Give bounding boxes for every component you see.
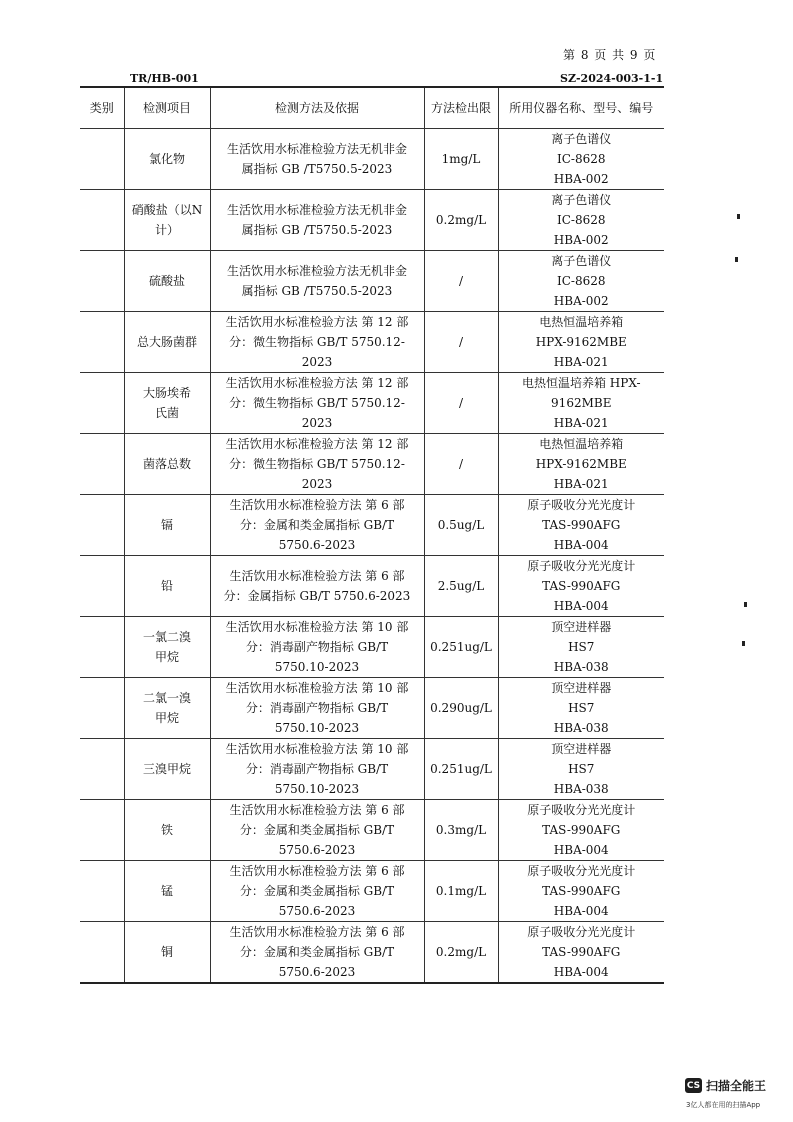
table-row xyxy=(80,129,664,190)
table-row xyxy=(80,861,664,922)
cell-item xyxy=(124,190,210,251)
test-methods-table xyxy=(80,86,664,984)
cell-item xyxy=(124,922,210,984)
cell-instrument-line: HBA-004 xyxy=(553,965,609,979)
cell-instrument-line: HBA-004 xyxy=(553,538,609,552)
cell-instrument xyxy=(498,312,664,373)
cell-instrument-line: HBA-004 xyxy=(553,843,609,857)
cell-method-line: 属指标 GB /T5750.5-2023 xyxy=(241,223,393,237)
cell-method-line: 生活饮用水标准检验方法 第 10 部 xyxy=(225,742,409,756)
cell-limit: 0.5ug/L xyxy=(424,495,498,556)
cell-category xyxy=(80,922,124,984)
cell-method-line: 属指标 GB /T5750.5-2023 xyxy=(241,284,393,298)
cell-instrument-line: HPX-9162MBE xyxy=(535,335,627,349)
cell-limit: 0.3mg/L xyxy=(424,800,498,861)
cell-method-line: 属指标 GB /T5750.5-2023 xyxy=(241,162,393,176)
cell-item-line: 三溴甲烷 xyxy=(142,762,191,776)
table-row xyxy=(80,678,664,739)
cell-instrument-line: 离子色谱仪 xyxy=(551,254,612,268)
cell-category xyxy=(80,495,124,556)
cell-item-line: 铅 xyxy=(160,579,173,593)
page-number: 第 8 页 共 9 页 xyxy=(563,48,657,62)
cell-method xyxy=(210,556,424,617)
cell-method-line: 分：消毒副产物指标 GB/T xyxy=(245,701,389,715)
cell-instrument-line: HBA-038 xyxy=(553,721,609,735)
cell-instrument-line: HBA-038 xyxy=(553,660,609,674)
cell-method xyxy=(210,251,424,312)
table-row xyxy=(80,434,664,495)
cell-instrument-line: HBA-002 xyxy=(553,233,609,247)
cell-item xyxy=(124,129,210,190)
cell-instrument xyxy=(498,434,664,495)
cell-instrument xyxy=(498,251,664,312)
cell-instrument-line: HS7 xyxy=(568,640,595,654)
cell-limit: / xyxy=(424,312,498,373)
cell-method xyxy=(210,373,424,434)
cell-method-line: 生活饮用水标准检验方法 第 12 部 xyxy=(225,315,409,329)
cell-instrument-line: 电热恒温培养箱 HPX-9162MBE xyxy=(521,376,641,410)
cell-item-line: 甲烷 xyxy=(154,650,179,664)
cell-instrument-line: HBA-021 xyxy=(553,477,609,491)
cell-category xyxy=(80,129,124,190)
cell-instrument xyxy=(498,373,664,434)
cell-limit: 0.251ug/L xyxy=(424,617,498,678)
table-row xyxy=(80,495,664,556)
cell-instrument-line: 顶空进样器 xyxy=(551,620,612,634)
cell-item xyxy=(124,556,210,617)
cell-item-line: 二氯一溴 xyxy=(142,691,191,705)
cell-method-line: 生活饮用水标准检验方法 第 6 部 xyxy=(229,925,405,939)
cell-method-line: 分：消毒副产物指标 GB/T xyxy=(245,762,389,776)
cell-item-line: 计） xyxy=(154,223,179,237)
cell-method-line: 生活饮用水标准检验方法无机非金 xyxy=(226,264,407,278)
cell-instrument xyxy=(498,617,664,678)
cell-item xyxy=(124,312,210,373)
cell-instrument-line: IC-8628 xyxy=(556,274,606,288)
table-row xyxy=(80,556,664,617)
cell-category xyxy=(80,617,124,678)
cell-limit: 0.251ug/L xyxy=(424,739,498,800)
table-header-row xyxy=(80,87,664,129)
cell-instrument-line: TAS-990AFG xyxy=(542,823,621,837)
cell-instrument xyxy=(498,739,664,800)
cell-limit: / xyxy=(424,434,498,495)
cell-method-line: 生活饮用水标准检验方法无机非金 xyxy=(226,142,407,156)
cell-instrument-line: 原子吸收分光光度计 xyxy=(527,925,636,939)
cell-method xyxy=(210,861,424,922)
header-item: 检测项目 xyxy=(124,87,210,129)
cell-category xyxy=(80,678,124,739)
cell-instrument xyxy=(498,495,664,556)
cell-category xyxy=(80,373,124,434)
cell-method-line: 5750.6-2023 xyxy=(278,843,356,857)
cell-instrument-line: 原子吸收分光光度计 xyxy=(527,498,636,512)
table-row xyxy=(80,312,664,373)
cell-item-line: 铜 xyxy=(160,945,173,959)
cell-instrument-line: HBA-021 xyxy=(553,355,609,369)
cell-method xyxy=(210,800,424,861)
cell-method-line: 分：金属和类金属指标 GB/T xyxy=(239,518,395,532)
cell-method-line: 生活饮用水标准检验方法 第 6 部 xyxy=(229,569,405,583)
cell-item-line: 氏菌 xyxy=(154,406,179,420)
cell-method-line: 生活饮用水标准检验方法 第 6 部 xyxy=(229,803,405,817)
cell-method-line: 5750.10-2023 xyxy=(274,782,360,796)
scan-speck xyxy=(744,602,747,607)
cell-instrument xyxy=(498,922,664,984)
cell-item-line: 锰 xyxy=(160,884,173,898)
cell-instrument-line: 原子吸收分光光度计 xyxy=(527,864,636,878)
cell-method-line: 生活饮用水标准检验方法 第 10 部 xyxy=(225,620,409,634)
cs-logo-icon: CS xyxy=(685,1078,702,1093)
cell-method-line: 分：金属指标 GB/T 5750.6-2023 xyxy=(223,589,411,603)
table-row xyxy=(80,373,664,434)
header-category: 类别 xyxy=(80,87,124,129)
cell-method-line: 5750.6-2023 xyxy=(278,904,356,918)
report-code: SZ-2024-003-1-1 xyxy=(560,72,664,85)
cell-item xyxy=(124,251,210,312)
cell-instrument-line: TAS-990AFG xyxy=(542,945,621,959)
cell-instrument xyxy=(498,190,664,251)
cell-method-line: 分：微生物指标 GB/T 5750.12-2023 xyxy=(229,335,405,369)
cell-method-line: 5750.10-2023 xyxy=(274,721,360,735)
cell-item-line: 大肠埃希 xyxy=(142,386,191,400)
cell-category xyxy=(80,861,124,922)
cell-method-line: 生活饮用水标准检验方法 第 10 部 xyxy=(225,681,409,695)
cell-method xyxy=(210,190,424,251)
cell-category xyxy=(80,556,124,617)
header-instrument: 所用仪器名称、型号、编号 xyxy=(498,87,664,129)
cell-instrument-line: HBA-002 xyxy=(553,294,609,308)
table-row xyxy=(80,251,664,312)
cell-item-line: 铁 xyxy=(160,823,173,837)
cell-instrument-line: 顶空进样器 xyxy=(551,681,612,695)
cell-item-line: 氯化物 xyxy=(148,152,185,166)
cell-instrument-line: HBA-002 xyxy=(553,172,609,186)
cell-item xyxy=(124,739,210,800)
cell-instrument-line: HPX-9162MBE xyxy=(535,457,627,471)
cell-limit: 0.290ug/L xyxy=(424,678,498,739)
cell-category xyxy=(80,251,124,312)
cell-instrument-line: HS7 xyxy=(568,762,595,776)
table-row xyxy=(80,190,664,251)
cell-instrument-line: HBA-021 xyxy=(553,416,609,430)
cell-limit: 2.5ug/L xyxy=(424,556,498,617)
table-row xyxy=(80,739,664,800)
cell-method xyxy=(210,739,424,800)
cell-method xyxy=(210,495,424,556)
cell-method-line: 生活饮用水标准检验方法 第 6 部 xyxy=(229,864,405,878)
cell-limit: 0.2mg/L xyxy=(424,190,498,251)
cell-instrument-line: 原子吸收分光光度计 xyxy=(527,803,636,817)
table-body xyxy=(80,129,664,984)
cell-method-line: 生活饮用水标准检验方法 第 12 部 xyxy=(225,437,409,451)
cell-instrument-line: 电热恒温培养箱 xyxy=(539,437,624,451)
cell-item-line: 菌落总数 xyxy=(142,457,191,471)
cell-method-line: 分：金属和类金属指标 GB/T xyxy=(239,884,395,898)
cell-item xyxy=(124,495,210,556)
cell-method-line: 分：微生物指标 GB/T 5750.12-2023 xyxy=(229,396,405,430)
table-row xyxy=(80,922,664,984)
cell-category xyxy=(80,800,124,861)
cell-method xyxy=(210,617,424,678)
cell-item xyxy=(124,861,210,922)
cell-method xyxy=(210,922,424,984)
table-row xyxy=(80,800,664,861)
cell-item-line: 一氯二溴 xyxy=(142,630,191,644)
header-limit: 方法检出限 xyxy=(424,87,498,129)
cell-instrument-line: 顶空进样器 xyxy=(551,742,612,756)
cell-instrument-line: 离子色谱仪 xyxy=(551,132,612,146)
cell-method-line: 生活饮用水标准检验方法无机非金 xyxy=(226,203,407,217)
table-row xyxy=(80,617,664,678)
cell-category xyxy=(80,434,124,495)
cell-item-line: 硝酸盐（以N xyxy=(131,203,203,217)
cell-method-line: 分：微生物指标 GB/T 5750.12-2023 xyxy=(229,457,405,491)
cell-limit: 0.2mg/L xyxy=(424,922,498,984)
cell-method-line: 分：金属和类金属指标 GB/T xyxy=(239,823,395,837)
cell-limit: 1mg/L xyxy=(424,129,498,190)
scanner-app-name: 扫描全能王 xyxy=(706,1079,767,1093)
scan-speck xyxy=(735,257,738,262)
cell-instrument-line: 原子吸收分光光度计 xyxy=(527,559,636,573)
cell-limit: / xyxy=(424,251,498,312)
document-code: TR/HB-001 xyxy=(130,72,199,85)
cell-instrument xyxy=(498,129,664,190)
cell-method-line: 生活饮用水标准检验方法 第 12 部 xyxy=(225,376,409,390)
cell-instrument xyxy=(498,861,664,922)
cell-category xyxy=(80,190,124,251)
cell-instrument-line: 离子色谱仪 xyxy=(551,193,612,207)
cell-category xyxy=(80,739,124,800)
scanner-app-tagline: 3亿人都在用的扫描App xyxy=(686,1101,761,1109)
cell-instrument-line: HS7 xyxy=(568,701,595,715)
cell-method-line: 5750.10-2023 xyxy=(274,660,360,674)
cell-item xyxy=(124,434,210,495)
cell-method xyxy=(210,129,424,190)
cell-instrument-line: TAS-990AFG xyxy=(542,579,621,593)
cell-instrument-line: HBA-038 xyxy=(553,782,609,796)
cell-instrument xyxy=(498,678,664,739)
cell-method xyxy=(210,312,424,373)
scanner-app-logo xyxy=(685,1077,766,1094)
cell-method-line: 分：金属和类金属指标 GB/T xyxy=(239,945,395,959)
cell-method-line: 5750.6-2023 xyxy=(278,965,356,979)
header-method: 检测方法及依据 xyxy=(210,87,424,129)
scan-speck xyxy=(742,641,745,646)
cell-item-line: 硫酸盐 xyxy=(148,274,185,288)
cell-instrument-line: HBA-004 xyxy=(553,904,609,918)
cell-item-line: 镉 xyxy=(160,518,173,532)
cell-category xyxy=(80,312,124,373)
cell-limit: 0.1mg/L xyxy=(424,861,498,922)
cell-instrument-line: 电热恒温培养箱 xyxy=(539,315,624,329)
cell-limit: / xyxy=(424,373,498,434)
scan-speck xyxy=(737,214,740,219)
cell-method xyxy=(210,678,424,739)
cell-instrument xyxy=(498,556,664,617)
cell-item xyxy=(124,617,210,678)
cell-method-line: 5750.6-2023 xyxy=(278,538,356,552)
cell-item-line: 甲烷 xyxy=(154,711,179,725)
cell-item-line: 总大肠菌群 xyxy=(136,335,197,349)
cell-item xyxy=(124,800,210,861)
cell-item xyxy=(124,373,210,434)
cell-item xyxy=(124,678,210,739)
cell-method xyxy=(210,434,424,495)
cell-instrument-line: TAS-990AFG xyxy=(542,884,621,898)
cell-instrument xyxy=(498,800,664,861)
cell-instrument-line: IC-8628 xyxy=(556,152,606,166)
cell-instrument-line: IC-8628 xyxy=(556,213,606,227)
cell-instrument-line: HBA-004 xyxy=(553,599,609,613)
cell-instrument-line: TAS-990AFG xyxy=(542,518,621,532)
cell-method-line: 生活饮用水标准检验方法 第 6 部 xyxy=(229,498,405,512)
cell-method-line: 分：消毒副产物指标 GB/T xyxy=(245,640,389,654)
